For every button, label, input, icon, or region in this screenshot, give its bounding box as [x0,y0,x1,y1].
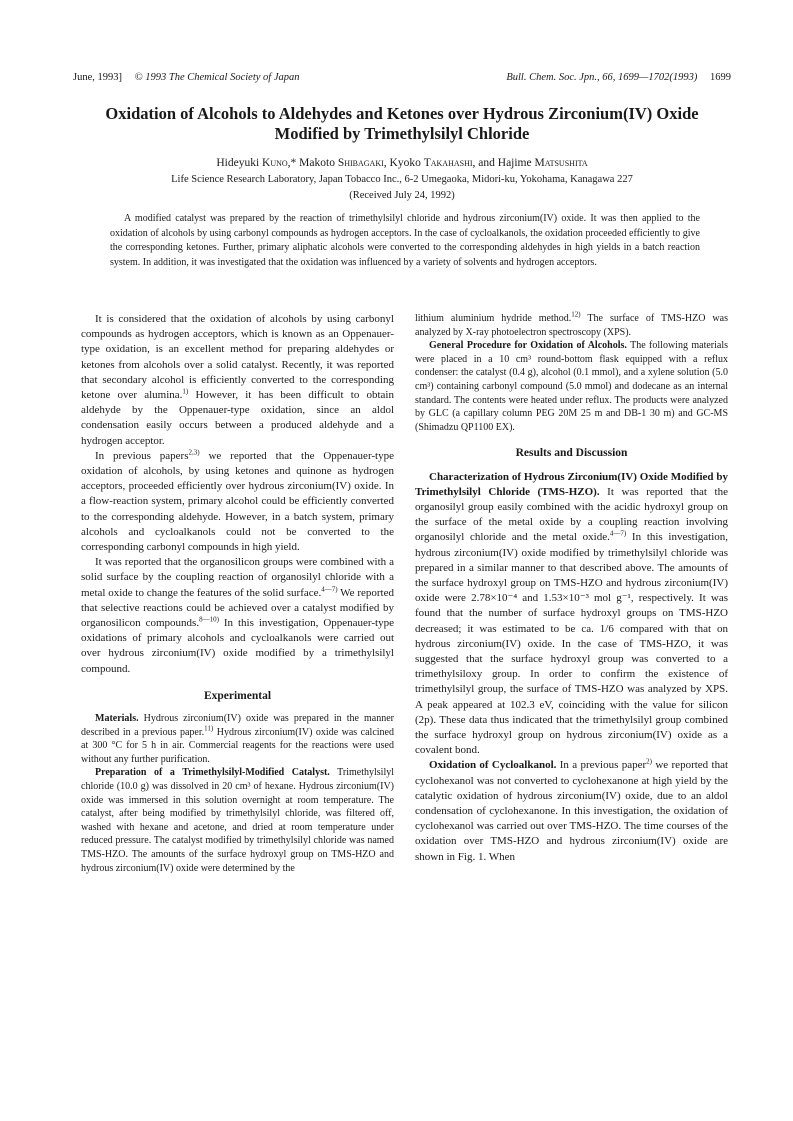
running-head-right [506,72,731,83]
journal-citation: Bull. Chem. Soc. Jpn., 66, 1699—1702(1993) [506,72,698,83]
oxidation-heading: Oxidation of Cycloalkanol. [429,759,557,772]
title-block [73,104,731,203]
preparation-heading: Preparation of a Trimethylsilyl-Modified Catalyst. [95,767,330,779]
reference-mark: 4—7) [321,585,338,593]
author-1-mark: ,* [287,157,297,169]
author-2-surname: Shibagaki [337,157,384,169]
page-number: 1699 [710,72,731,83]
reference-mark: 12) [571,310,581,319]
intro-paragraph-2 [81,449,394,555]
reference-mark: 2,3) [188,448,200,457]
reference-mark: 4—7) [609,529,627,538]
text-run: It was reported that the organosilicon groups were combined with a solid surface by the coupling reaction of organosilyl chloride with a metal oxide to change the features of the solid surface. [81,556,394,599]
reference-mark: 11) [204,724,214,733]
general-procedure-paragraph [415,339,728,434]
text-run: In this investigation, hydrous zirconium(IV) oxide modified by trimethylsilyl chloride was prepared in a similar manner to that described above. The amounts of the surface hydroxyl group on TMS-HZO and hydrous zirconium(IV) oxide were 2.78×10⁻⁴ and 1.53×10⁻³ mol g⁻¹, respectively. It was found that the number of surface hydroxyl groups on TMS-HZO decreased; it was estimated to be ca. 1/6 compared with that on hydrous zirconium(IV) oxide. In the case of TMS-HZO, it was suggested that the surface hydroxyl group was converted to a trimethylsiloxy group. In order to confirm the existence of trimethylsilyl group, the surface of TMS-HZO was analyzed by XPS. A peak appeared at 102.3 eV, coinciding with the value for silicon (2p). These data thus indicated that the trimethylsilyl group combined the surface hydroxyl group on hydrous zirconium(IV) oxide as a covalent bond. [415,531,729,757]
affiliation: Life Science Research Laboratory, Japan Tobacco Inc., 6-2 Umegaoka, Midori-ku, Yokohama, Kanagawa 227 [171,174,633,185]
issue-date: June, 1993] [73,72,122,83]
text-run: The surface of TMS-HZO was analyzed by X-ray photoelectron spectroscopy (XPS). [415,313,728,338]
text-run: Hydrous zirconium(IV) oxide was prepared in the manner described in a previous paper. [81,713,394,738]
author-2-first: Makoto [296,157,338,169]
article-title: Oxidation of Alcohols to Aldehydes and Ketones over Hydrous Zirconium(IV) Oxide Modified by Trimethylsilyl Chloride [105,104,699,143]
text-run: It was reported that the organosilyl group easily combined with the acidic hydroxyl group on the surface of the metal oxide by a coupling reaction involving organosilyl chloride and the metal oxide. [415,485,728,544]
general-procedure-heading: General Procedure for Oxidation of Alcohols. [429,340,627,352]
reference-mark: 8—10) [199,615,219,624]
author-3-first: , Kyoko [383,157,424,169]
section-heading-results: Results and Discussion [515,447,628,460]
characterization-heading: Characterization of Hydrous Zirconium(IV) Oxide Modified by Trimethylsilyl Chloride (TMS-HZO). [415,470,728,498]
text-run: In a previous paper [556,759,647,772]
author-1-first: Hideyuki [216,157,263,169]
author-list [73,156,731,170]
text-run: The following materials were placed in a 10 cm³ round-bottom flask equipped with a reflux condenser: the catalyst (0.4 g), alcohol (0.1 mmol), and a xylene solution (5.0 cm³) containing carbonyl compound (5.0 mmol) and dodecane as an internal standard. The contents were heated under reflux. The products were analyzed by GLC (a capillary column PEG 20M 25 m and DB-1 30 m) and GC-MS (Shimadzu QP1100 EX). [415,340,729,433]
materials-paragraph [81,712,394,766]
oxidation-paragraph [415,758,728,864]
text-run: Hydrous zirconium(IV) oxide was calcined at 300 °C for 5 h in air. Commercial reagents for the reactions were used without any further purification. [81,726,394,765]
text-run: In previous papers [95,449,189,462]
author-3-surname: Takahashi [423,157,473,169]
author-4-first: , and Hajime [472,157,535,169]
text-run: lithium aluminium hydride method. [415,313,572,324]
text-run: In this investigation, Oppenauer-type oxidations of primary alcohols and cycloalkanols were carried out over hydrous zirconium(IV) oxide modified by a trimethylsilyl compound. [81,617,394,675]
running-head [73,72,731,88]
text-run: It is considered that the oxidation of alcohols by using carbonyl compounds as hydrogen acceptors, which is known as an Oppenauer-type oxidation, is an excellent method for preparing aldehydes or ketones from alcohols over a solid catalyst. Recently, it was reported that secondary alcohol is efficiently converted to the corresponding ketone over alumina. [81,313,394,402]
materials-heading: Materials. [95,713,139,725]
reference-mark: 1) [182,387,189,396]
author-4-surname: Matsushita [534,157,588,169]
intro-paragraph-1 [81,312,394,449]
text-run: Trimethylsilyl chloride (10.0 g) was dissolved in 20 cm³ of hexane. Hydrous zirconium(IV) oxide was immersed in this solution overnight at room temperature. The catalyst, after being modified by trimethylsilyl chloride, was filtered off, washed with hexane and acetone, and dried at room temperature under reduced pressure. The catalyst modified by trimethylsilyl chloride was named TMS-HZO. The amounts of the surface hydroxyl group on TMS-HZO and hydrous zirconium(IV) oxide were determined by the [81,767,395,874]
left-column [81,312,394,875]
reference-mark: 2) [646,757,652,766]
lah-paragraph [415,312,728,339]
abstract: A modified catalyst was prepared by the reaction of trimethylsilyl chloride and hydrous zirconium(IV) oxide. It was then applied to the oxidation of alcohols by using carbonyl compounds as hydrogen acceptors. In the case of cycloalkanols, the oxidation proceeded efficiently to give the corresponding ketones. Further, primary aliphatic alcohols were converted to the corresponding aldehydes in high yields in a batch reaction system. In addition, it was investigated that the oxidation was influenced by a variety of solvents and hydrogen acceptors. [110,213,700,268]
copyright-notice: © 1993 The Chemical Society of Japan [134,72,300,83]
preparation-paragraph [81,766,394,875]
text-run: we reported that the Oppenauer-type oxidation of alcohols, by using ketones and quinone as hydrogen acceptors, proceeded efficiently over hydrous zirconium(IV) oxide. In a flow-reaction system, primary alcohol could be efficiently converted to the corresponding aldehyde. However, in a batch system, primary alcohols and cycloalkanols could not be converted to the corresponding carbonyl compounds in high yield. [81,449,394,554]
text-run: However, it has been difficult to obtain aldehyde by the Oppenauer-type oxidation, since an aldol condensation easily occurs between a produced aldehyde and a hydrogen acceptor. [81,389,394,447]
running-head-left [73,72,300,83]
section-heading-experimental: Experimental [203,689,272,702]
text-run: We reported that selective reactions could be achieved over a catalyst modified by organosilicon compounds. [81,586,394,630]
received-date: (Received July 24, 1992) [349,190,455,201]
intro-paragraph-3 [81,555,394,677]
author-1-surname: Kuno [262,157,288,169]
right-column [415,312,728,865]
text-run: we reported that cyclohexanol was not converted to cyclohexanone at high yield by the catalytic oxidation of hydrous zirconium(IV) oxide, due to an aldol condensation of cyclohexanone. In this investigation, the oxidation of cyclohexanol was carried out over TMS-HZO. The time courses of the oxidation over TMS-HZO and hydrous zirconium(IV) oxide are shown in Fig. 1. When [415,759,729,863]
characterization-paragraph [415,470,728,759]
